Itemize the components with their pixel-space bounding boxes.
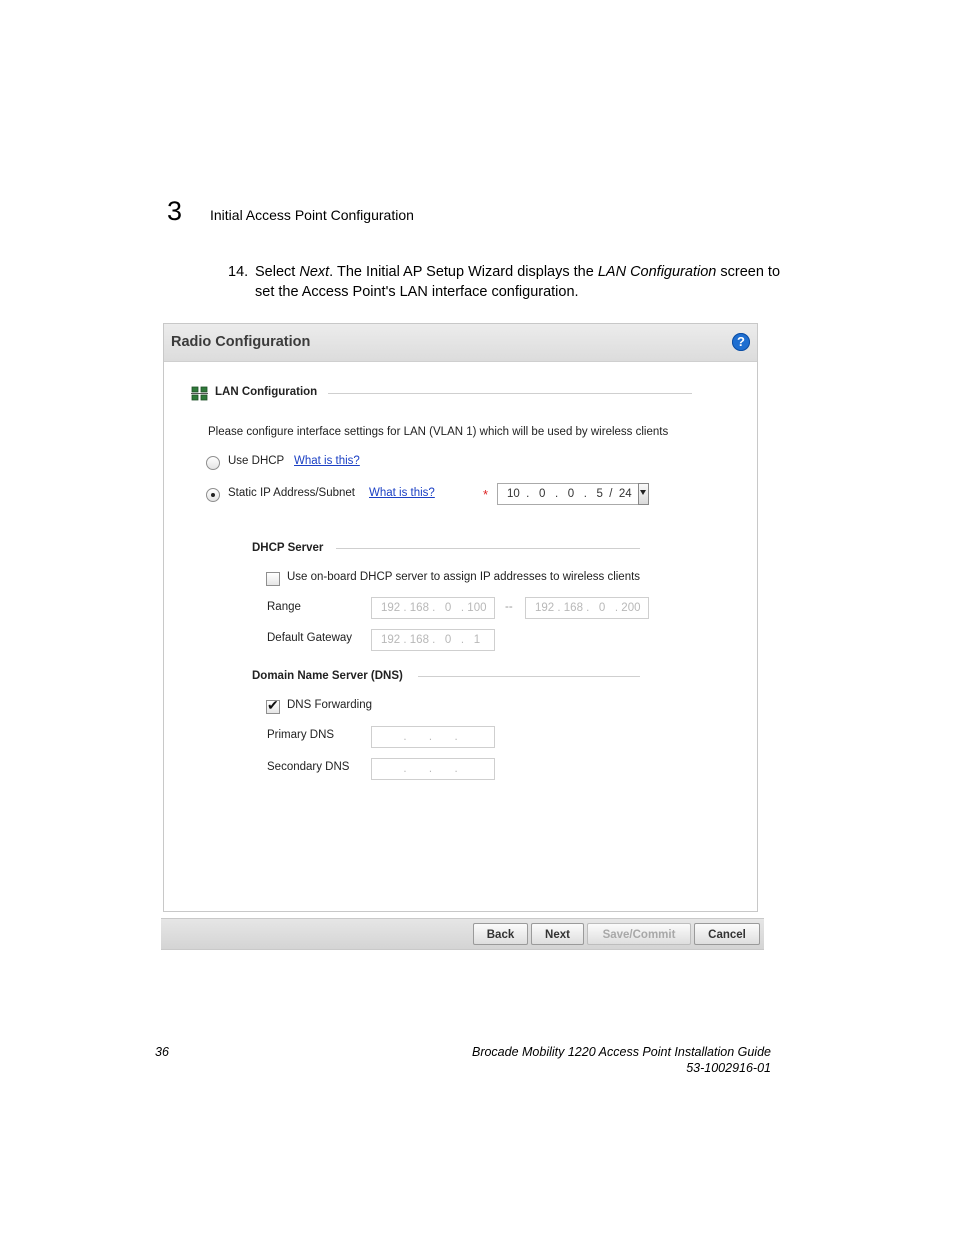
dialog-button-bar [161, 918, 764, 950]
lan-description: Please configure interface settings for LAN (VLAN 1) which will be used by wireless clients [208, 426, 669, 438]
radio-configuration-dialog [163, 323, 758, 912]
step-text-next: Next [299, 264, 330, 280]
section-divider [328, 393, 692, 394]
step-text [255, 262, 785, 302]
chapter-title: Initial Access Point Configuration [210, 207, 414, 223]
range-start-input[interactable]: 192 . 168 . 0 . 100 [371, 597, 495, 619]
save-commit-button[interactable]: Save/Commit [587, 923, 691, 945]
use-dhcp-radio[interactable] [206, 456, 220, 470]
range-separator: -- [505, 601, 513, 613]
range-end-input[interactable]: 192 . 168 . 0 . 200 [525, 597, 649, 619]
cancel-button[interactable]: Cancel [694, 923, 760, 945]
static-ip-input[interactable]: 10 . 0 . 0 . 5 / 24 [497, 483, 639, 505]
step-text-lan: LAN Configuration [597, 264, 717, 280]
step-text-part: . The Initial AP Setup Wizard displays the [329, 264, 598, 280]
doc-number: 53-1002916-01 [686, 1061, 771, 1075]
step-text-part: Select [255, 264, 300, 280]
dns-heading: Domain Name Server (DNS) [252, 670, 403, 682]
step-text-part: screen to set the Access Point's LAN interface configuration. [255, 264, 781, 300]
what-is-this-dhcp-link[interactable]: What is this? [294, 455, 360, 467]
dns-forwarding-label: DNS Forwarding [287, 699, 372, 711]
step-number: 14. [228, 264, 249, 280]
primary-dns-input[interactable]: . . . [371, 726, 495, 748]
range-label: Range [267, 601, 301, 613]
subnet-dropdown[interactable] [638, 483, 649, 505]
lan-configuration-title: LAN Configuration [215, 386, 318, 398]
next-button[interactable]: Next [531, 923, 584, 945]
default-gateway-input[interactable]: 192 . 168 . 0 . 1 [371, 629, 495, 651]
chapter-number: 3 [167, 196, 183, 226]
page-number: 36 [155, 1045, 169, 1059]
use-dhcp-label: Use DHCP [228, 455, 285, 467]
dialog-header [164, 324, 757, 362]
back-button[interactable]: Back [473, 923, 528, 945]
help-icon[interactable]: ? [732, 333, 750, 351]
chevron-down-icon [640, 490, 646, 495]
secondary-dns-input[interactable]: . . . [371, 758, 495, 780]
dialog-title: Radio Configuration [171, 334, 311, 350]
dns-forwarding-checkbox[interactable] [266, 700, 280, 714]
what-is-this-static-link[interactable]: What is this? [369, 487, 435, 499]
onboard-dhcp-label: Use on-board DHCP server to assign IP addresses to wireless clients [287, 571, 641, 583]
guide-title: Brocade Mobility 1220 Access Point Installation Guide [471, 1045, 771, 1059]
static-ip-label: Static IP Address/Subnet [228, 487, 356, 499]
dns-divider [418, 676, 640, 677]
secondary-dns-label: Secondary DNS [267, 761, 350, 773]
onboard-dhcp-checkbox[interactable] [266, 572, 280, 586]
dhcp-server-heading: DHCP Server [252, 542, 324, 554]
network-icon [191, 386, 209, 402]
primary-dns-label: Primary DNS [267, 729, 335, 741]
dhcp-divider [336, 548, 640, 549]
required-marker: * [483, 487, 489, 502]
default-gateway-label: Default Gateway [267, 632, 353, 644]
static-ip-radio[interactable] [206, 488, 220, 502]
